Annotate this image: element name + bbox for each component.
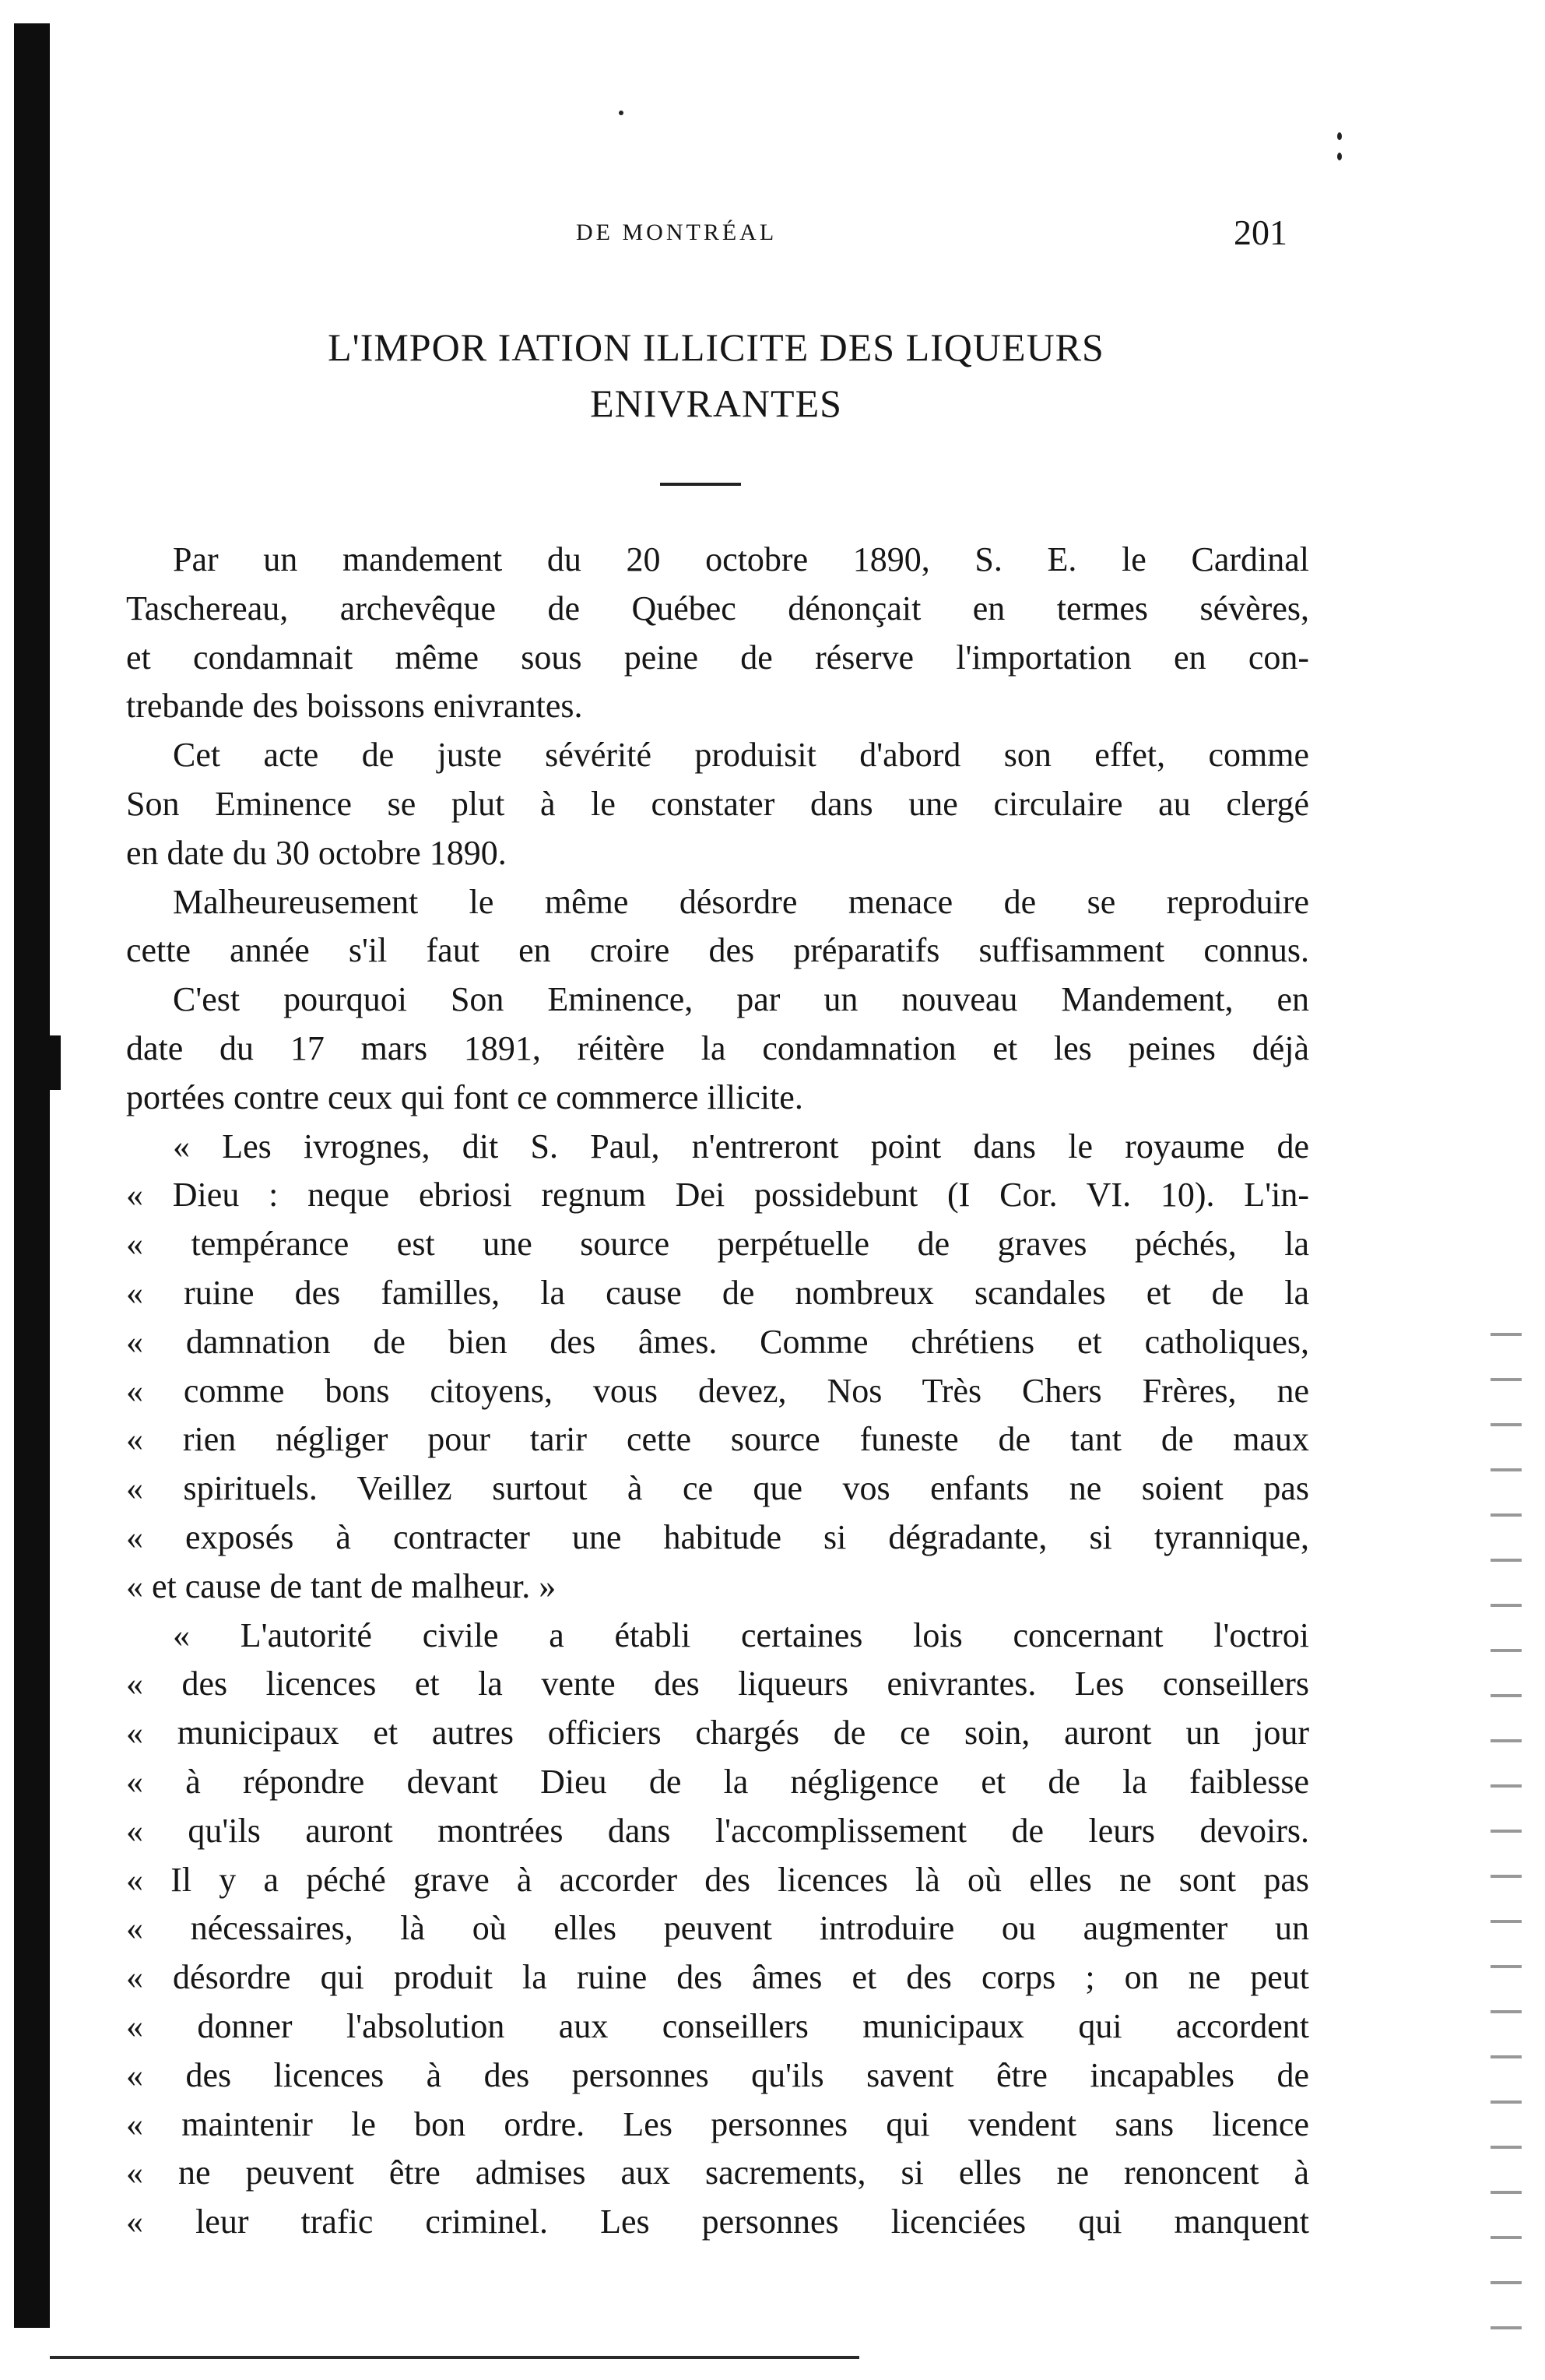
text-line: « des licences et la vente des liqueurs enivrantes. Les conseillers (126, 1665, 1309, 1703)
text-line: « ruine des familles, la cause de nombreux scandales et de la (126, 1273, 1309, 1312)
text-line: « municipaux et autres officiers chargés de ce soin, auront un jour (126, 1714, 1309, 1752)
scan-binding-edge (14, 23, 50, 2328)
text-line: « maintenir le bon ordre. Les personnes qui vendent sans licence (126, 2104, 1309, 2143)
text-line: C'est pourquoi Son Eminence, par un nouveau Mandement, en (173, 980, 1309, 1019)
text-line: « et cause de tant de malheur. » (126, 1566, 557, 1605)
text-line: « ne peuvent être admises aux sacrements, si elles ne renoncent à (126, 2153, 1309, 2192)
text-line: Malheureusement le même désordre menace de se reproduire (173, 882, 1309, 921)
text-line: portées contre ceux qui font ce commerce illicite. (126, 1078, 803, 1116)
text-line: « leur trafic criminel. Les personnes licenciées qui manquent (126, 2202, 1309, 2241)
text-line: « rien négliger pour tarir cette source funeste de tant de maux (126, 1420, 1309, 1459)
text-line: en date du 30 octobre 1890. (126, 833, 507, 872)
text-line: date du 17 mars 1891, réitère la condamnation et les peines déjà (126, 1028, 1309, 1067)
running-head: DE MONTRÉAL (576, 220, 778, 245)
text-line: « Il y a péché grave à accorder des licences là où elles ne sont pas (126, 1860, 1309, 1899)
title-line: L'IMPOR IATION ILLICITE DES LIQUEURS (328, 325, 1104, 369)
text-line: « Les ivrognes, dit S. Paul, n'entreront point dans le royaume de (173, 1127, 1309, 1165)
text-line: Par un mandement du 20 octobre 1890, S. E. le Cardinal (173, 540, 1309, 578)
article-title (125, 319, 1308, 431)
text-line: « L'autorité civile a établi certaines lois concernant l'octroi (173, 1615, 1309, 1654)
scan-binding-notch (14, 1035, 61, 1090)
scan-speck (1337, 153, 1342, 160)
scan-bottom-edge (50, 2356, 859, 2359)
text-line: « damnation de bien des âmes. Comme chrétiens et catholiques, (126, 1322, 1309, 1361)
text-line: « tempérance est une source perpétuelle de graves péchés, la (126, 1225, 1309, 1264)
text-line: Son Eminence se plut à le constater dans une circulaire au clergé (126, 784, 1309, 823)
text-line: cette année s'il faut en croire des préparatifs suffisamment connus. (126, 931, 1309, 970)
text-line: Cet acte de juste sévérité produisit d'abord son effet, comme (173, 736, 1309, 775)
text-line: « Dieu : neque ebriosi regnum Dei possidebunt (I Cor. VI. 10). L'in- (126, 1176, 1309, 1215)
title-line: ENIVRANTES (590, 381, 842, 425)
text-line: « qu'ils auront montrées dans l'accomplissement de leurs devoirs. (126, 1811, 1309, 1850)
text-line: « nécessaires, là où elles peuvent introduire ou augmenter un (126, 1909, 1309, 1948)
text-line: et condamnait même sous peine de réserve l'importation en con- (126, 638, 1309, 677)
text-line: « spirituels. Veillez surtout à ce que vos enfants ne soient pas (126, 1469, 1309, 1508)
text-line: « donner l'absolution aux conseillers municipaux qui accordent (126, 2006, 1309, 2045)
text-line: « désordre qui produit la ruine des âmes et des corps ; on ne peut (126, 1958, 1309, 1997)
page-number: 201 (1234, 213, 1287, 252)
scan-speck (1337, 132, 1342, 140)
text-line: « à répondre devant Dieu de la négligence et de la faiblesse (126, 1762, 1309, 1801)
scan-speck (619, 111, 623, 115)
text-line: trebande des boissons enivrantes. (126, 687, 583, 726)
text-line: « des licences à des personnes qu'ils savent être incapables de (126, 2055, 1309, 2094)
text-line: « comme bons citoyens, vous devez, Nos Très Chers Frères, ne (126, 1371, 1309, 1410)
text-line: « exposés à contracter une habitude si dégradante, si tyrannique, (126, 1517, 1309, 1556)
text-line: Taschereau, archevêque de Québec dénonçait en termes sévères, (126, 589, 1309, 628)
title-rule (660, 483, 741, 486)
article-body (126, 536, 1309, 2247)
scan-right-margin-specks (1491, 1308, 1522, 2367)
